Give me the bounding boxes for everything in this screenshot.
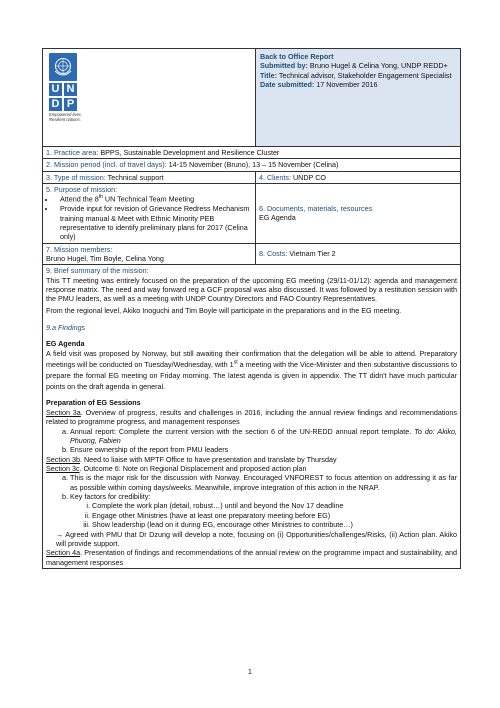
logo-letter-u: U xyxy=(49,83,62,96)
section-4a: Section 4a. Presentation of findings and recommendations of the annual review on the programme impact and sustainability, and management responses xyxy=(46,548,458,567)
date-submitted: Date submitted: 17 November 2016 xyxy=(260,80,378,90)
logo-letter-p: P xyxy=(64,98,77,111)
mission-period-row: 2. Mission period (incl. of travel days): 14-15 November (Bruno), 13 – 15 November (Celina) xyxy=(43,159,461,171)
mission-members-cell: 7. Mission members: Bruno Hugel, Tim Boyle, Celina Yong xyxy=(43,243,256,265)
summary-heading: 9. Brief summary of the mission: xyxy=(46,266,149,276)
eg-sessions-heading: Preparation of EG Sessions xyxy=(46,398,141,408)
findings-heading: 9.a Findings xyxy=(46,323,86,333)
report-header-info xyxy=(256,49,461,147)
purpose-item: • Attend the 8th UN Technical Team Meeting xyxy=(56,194,252,204)
credibility-factor: iii. Show leadership (lead on it during EG, encourage other Ministries to contribute…) xyxy=(92,520,457,529)
clients-cell: 4. Clients: UNDP CO xyxy=(256,171,461,183)
section-3c-item-b: b. Key factors for credibility: i. Complete the work plan (detail, robust…) until and beyond the Nov 17 deadline ii. Engage other Ministries (have at least one preparatory meeting before EG) iii. Show leadership (lead on it during EG, encourage other Ministries to contribute…) xyxy=(70,492,457,529)
costs-cell: 8. Costs: Vietnam Tier 2 xyxy=(256,243,461,265)
submitted-by: Submitted by: Bruno Hugel & Celina Yong, UNDP REDD+ xyxy=(260,61,448,71)
mission-summary-cell xyxy=(43,265,461,569)
eg-agenda-body: A field visit was proposed by Norway, but still awaiting their confirmation that the delegation will be able to attend. Preparatory meetings will be conducted on Tuesday/Wednesday, with 1st a meeting with the Vice-Minister and then substantive discussions to prepare the formal EG meeting on Friday morning. The latest agenda is given in appendix. The TT didn't have much particular points on the draft agenda in general. xyxy=(46,348,458,392)
summary-paragraph: From the regional level, Akiko Inoguchi and Tim Boyle will participate in the preparations and in the EG meeting. xyxy=(46,305,402,315)
logo-tagline: Empowered lives. Resilient nations. xyxy=(49,112,83,122)
credibility-factor: ii. Engage other Ministries (have at least one preparatory meeting before EG) xyxy=(92,511,457,520)
report-title: Back to Office Report xyxy=(260,52,334,61)
logo-letter-n: N xyxy=(64,83,77,96)
section-3a-item-a: a. Annual report: Complete the current version with the section 6 of the UN-REDD annual report template. To do: Akiko, Phuong, Fabien xyxy=(70,427,457,446)
mission-type-cell: 3. Type of mission: Technical support xyxy=(43,171,256,183)
author-title: Title: Technical advisor, Stakeholder Engagement Specialist xyxy=(260,70,452,80)
agreement-note: → Agreed with PMU that Dr Dzung will develop a note, focusing on (i) Opportunities/challenges/Risks, (ii) Action plan. Akiko will provide support. xyxy=(56,529,457,548)
section-3b: Section 3b. Need to liaise with MPTF Office to have presentation and translate by Thursday xyxy=(46,454,337,464)
section-3c: Section 3c. Outcome 6: Note on Regional Displacement and proposed action plan xyxy=(46,464,307,473)
page-number: 1 xyxy=(248,669,252,676)
purpose-cell: 5. Purpose of mission: • Attend the 8th UN Technical Team Meeting • Provide input for revision of Grievance Redress Mechanism training manual & Meet with Ethnic Minority PEB representative to identify preliminary plans for 2017 (Celina only) xyxy=(43,184,256,244)
logo-cell xyxy=(43,49,256,147)
purpose-item: • Provide input for revision of Grievance Redress Mechanism training manual & Meet with Ethnic Minority PEB representative to identify preliminary plans for 2017 (Celina only) xyxy=(56,204,252,241)
credibility-factor: i. Complete the work plan (detail, robust…) until and beyond the Nov 17 deadline xyxy=(92,501,457,510)
documents-cell: 6. Documents, materials, resources EG Agenda xyxy=(256,184,461,244)
section-3c-item-a: a. This is the major risk for the discussion with Norway. Encouraged VNFOREST to focus attention on addressing it as far as possible within coming days/weeks. Meanwhile, improve integration of this action in the NRAP. xyxy=(70,473,457,492)
logo-letter-d: D xyxy=(49,98,62,111)
eg-agenda-heading: EG Agenda xyxy=(46,338,85,348)
summary-paragraph: This TT meeting was entirely focused on the preparation of the upcoming EG meeting (29/11-01/12): agenda and management response matrix. The need and way forward reg a GCF proposal was also discussed. It was followed by a restitution session with the PMU leaders, as well as a meeting with UNDP Country Directors and FAO Country Representatives. xyxy=(46,275,457,304)
practice-area-row: 1. Practice area: BPPS, Sustainable Development and Resilience Cluster xyxy=(43,147,461,159)
un-emblem-icon xyxy=(49,53,77,81)
undp-logo xyxy=(49,53,85,123)
section-3a-item-b: b. Ensure ownership of the report from PMU leaders xyxy=(70,445,457,454)
section-3a: Section 3a. Overview of progress, results and challenges in 2016, including the annual review findings and recommendations related to programme progress, and management responses xyxy=(46,407,458,427)
back-to-office-report-form xyxy=(42,48,461,569)
